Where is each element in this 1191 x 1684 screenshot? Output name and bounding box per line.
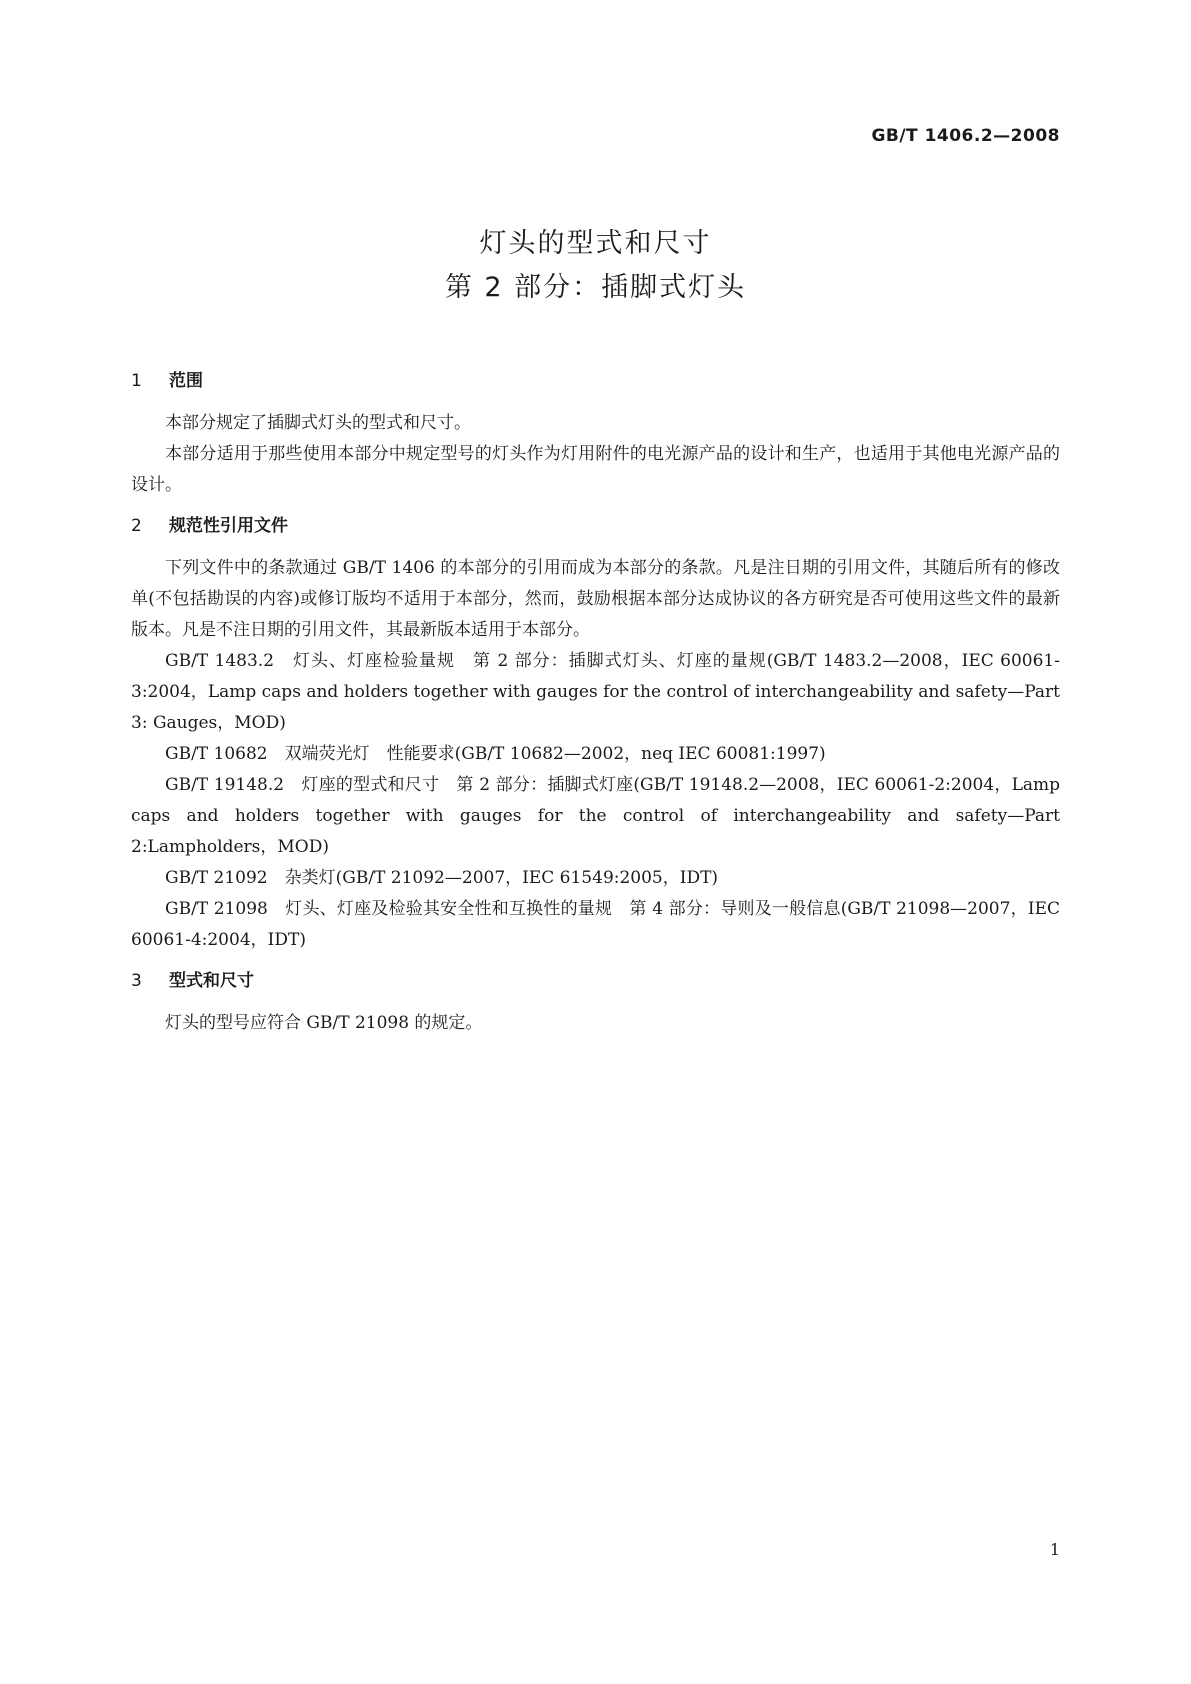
title-line-2: 第 2 部分：插脚式灯头 [444, 272, 747, 303]
reference-item: GB/T 10682 双端荧光灯 性能要求(GB/T 10682—2002，neq IEC 60081:1997) [165, 744, 826, 764]
reference-item: GB/T 21092 杂类灯(GB/T 21092—2007，IEC 61549:2005，IDT) [165, 868, 719, 888]
reference-item: GB/T 1483.2 灯头、灯座检验量规 第 2 部分：插脚式灯头、灯座的量规(GB/T 1483.2—2008，IEC 60061-3:2004，Lamp caps and holders together with gauges for the control of interchangeability and safety—Part 3: Gauges，MOD) [131, 651, 1060, 733]
section-number: 1 [131, 371, 142, 391]
document-title [0, 222, 1191, 310]
section-types-and-dimensions [131, 968, 1060, 1039]
paragraph: 下列文件中的条款通过 GB/T 1406 的本部分的引用而成为本部分的条款。凡是注日期的引用文件，其随后所有的修改单(不包括勘误的内容)或修订版均不适用于本部分，然而，鼓励根据本部分达成协议的各方研究是否可使用这些文件的最新版本。凡是不注日期的引用文件，其最新版本适用于本部分。 [131, 558, 1060, 640]
standard-number: GB/T 1406.2—2008 [871, 126, 1060, 146]
paragraph: 灯头的型号应符合 GB/T 21098 的规定。 [165, 1013, 483, 1033]
paragraph: 本部分规定了插脚式灯头的型式和尺寸。 [165, 413, 471, 433]
section-title: 规范性引用文件 [169, 516, 288, 536]
section-number: 3 [131, 971, 142, 991]
reference-item: GB/T 19148.2 灯座的型式和尺寸 第 2 部分：插脚式灯座(GB/T 19148.2—2008，IEC 60061-2:2004，Lamp caps and holders together with gauges for the control of interchangeability and safety—Part 2:Lampholders，MOD) [131, 775, 1060, 857]
paragraph: 本部分适用于那些使用本部分中规定型号的灯头作为灯用附件的电光源产品的设计和生产，也适用于其他电光源产品的设计。 [131, 444, 1060, 495]
section-title: 型式和尺寸 [169, 971, 254, 991]
section-title: 范围 [169, 371, 203, 391]
section-heading [131, 368, 1060, 394]
section-number: 2 [131, 516, 142, 536]
section-normative-references [131, 513, 1060, 956]
reference-item: GB/T 21098 灯头、灯座及检验其安全性和互换性的量规 第 4 部分：导则及一般信息(GB/T 21098—2007，IEC 60061-4:2004，IDT) [131, 899, 1060, 950]
section-heading [131, 513, 1060, 539]
page-number: 1 [1049, 1540, 1060, 1559]
document-body [131, 368, 1060, 1051]
section-heading [131, 968, 1060, 994]
section-scope [131, 368, 1060, 501]
title-line-1: 灯头的型式和尺寸 [479, 228, 712, 259]
